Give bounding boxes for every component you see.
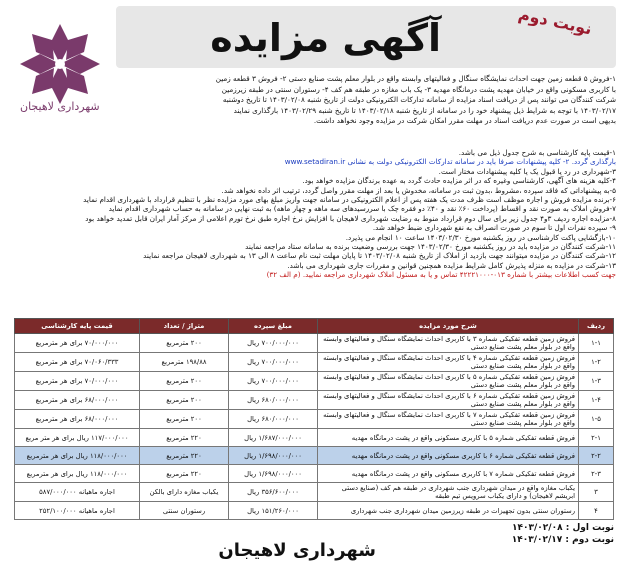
notice-dates: [512, 522, 614, 546]
cell-base-price: ۶۸/۰۰۰/۰۰۰ برای هر مترمربع: [15, 391, 140, 410]
cell-description: فروش قطعه تفکیکی شماره ۵ با کاربری مسکونی واقع در پشت درمانگاه مهدیه: [318, 429, 579, 447]
cell-row-number: ۱-۳: [579, 372, 614, 391]
cell-description: فروش زمین قطعه تفکیکی شماره ۴ با کاربری احداث نمایشگاه سنگال و فعالیتهای وابسته واقع در بلوار معلم پشت صنایع دستی: [318, 353, 579, 372]
table-row: [15, 410, 614, 429]
cell-area: ۲۰۰ مترمربع: [140, 391, 229, 410]
condition-item: ۱-قیمت پایه کارشناسی به شرح جدول ذیل می باشد.: [458, 148, 616, 157]
cell-area: رستوران سنتی: [140, 502, 229, 520]
cell-area: یکباب مغازه دارای بالکن: [140, 483, 229, 502]
table-row: [15, 447, 614, 465]
cell-base-price: اجاره ماهیانه ۲۵۲/۱۰۰/۰۰۰: [15, 502, 140, 520]
cell-base-price: ۷۰/۰۰۰/۰۰۰ برای هر مترمربع: [15, 372, 140, 391]
cell-base-price: ۷۰/۰۶۰/۳۳۳ برای هر مترمربع: [15, 353, 140, 372]
cell-row-number: ۲-۳: [579, 465, 614, 483]
intro-line: ۱۴۰۳/۰۲/۱۷ با توجه به شرایط ذیل پیشنهاد خود را در سامانه از تاریخ شنبه ۱۴۰۳/۰۲/۱۸ تا تاریخ شنبه ۱۴۰۳/۰۲/۲۹ بارگذاری نمایند: [233, 105, 616, 115]
cell-deposit: ۱/۶۹۸/۰۰۰/۰۰۰ ریال: [229, 447, 318, 465]
col-header-base-price: قیمت پایه کارشناسی: [15, 319, 140, 334]
condition-item: جهت کسب اطلاعات بیشتر با شماره ۰۱۳-۴۲۲۲۱۰۰۰ تماس و یا به مسئول املاک شهرداری مراجعه نمایید. (م الف ۳۲): [266, 270, 616, 280]
intro-line: بدیهی است در صورت عدم دریافت اسناد در مهلت مقرر امکان شرکت در مزایده وجود نخواهد داشت.: [313, 116, 616, 126]
cell-deposit: ۷۰۰/۰۰۰/۰۰۰ ریال: [229, 353, 318, 372]
first-round-date: نوبت اول : ۱۴۰۳/۰۲/۰۸: [512, 523, 614, 533]
condition-item[interactable]: بارگذاری گردد. ۲- کلیه پیشنهادات صرفا باید در سامانه تدارکات الکترونیکی دولت به نشانی www.setadiran.ir: [284, 157, 616, 167]
cell-deposit: ۷۰۰/۰۰۰/۰۰۰ ریال: [229, 372, 318, 391]
signature: شهرداری لاهیجان: [218, 540, 376, 561]
col-header-description: شرح مورد مزایده: [318, 319, 579, 334]
table-row: [15, 429, 614, 447]
table-row: [15, 334, 614, 353]
cell-deposit: ۱/۶۸۷/۰۰۰/۰۰۰ ریال: [229, 429, 318, 447]
cell-description: فروش قطعه تفکیکی شماره ۶ با کاربری مسکونی واقع در پشت درمانگاه مهدیه: [318, 447, 579, 465]
cell-area: ۱۹۸/۸۸ مترمربع: [140, 353, 229, 372]
condition-item: ۱۲-شرکت کنندگان در مزایده میتوانند جهت بازدید از املاک از تاریخ شنبه ۱۴۰۳/۰۲/۰۸ تا پایان مهلت ثبت نام ساعت ۸ الی ۱۳ به شهرداری لاهیجان مراجعه نمایند: [143, 251, 616, 261]
cell-description: فروش زمین قطعه تفکیکی شماره ۳ با کاربری احداث نمایشگاه سنگال و فعالیتهای وابسته واقع در بلوار معلم پشت صنایع دستی: [318, 334, 579, 353]
condition-item: ۴-کلیه هزینه های آگهی، کارشناسی وغیره که در اثر مزایده حادث گردد به عهده برندگان مزایده خواهد بود.: [302, 176, 616, 186]
intro-line: ۱-فروش ۵ قطعه زمین جهت احداث نمایشگاه سنگال و فعالیتهای وابسته واقع در بلوار معلم پشت صنایع دستی ۲- فروش ۳ قطعه زمین: [215, 74, 616, 83]
cell-row-number: ۴: [579, 502, 614, 520]
second-round-date: نوبت دوم : ۱۴۰۳/۰۲/۱۷: [511, 535, 614, 545]
cell-area: ۲۰۰ مترمربع: [140, 334, 229, 353]
cell-base-price: اجاره ماهیانه ۵۸۷/۰۰۰/۰۰۰: [15, 483, 140, 502]
cell-description: یکباب مغازه واقع در میدان شهرداری جنب شهرداری در طبقه هم کف (صنایع دستی ابریشم لاهیجان) و دارای یکباب سرویس تیم طبقه: [318, 483, 579, 502]
notice-title: آگهی مزایده: [210, 16, 441, 60]
col-header-deposit: مبلغ سپرده: [229, 319, 318, 334]
table-row: [15, 353, 614, 372]
condition-item: ۹- سپرده نفرات اول تا سوم در صورت انصراف به نفع شهرداری ضبط خواهد شد.: [372, 223, 616, 233]
table-header-row: [15, 319, 614, 334]
table-row: [15, 483, 614, 502]
table-row: [15, 502, 614, 520]
condition-item: ۵-به پیشنهاداتی که فاقد سپرده ،مشروط ،بدون ثبت در سامانه، مخدوش یا بعد از مهلت مقرر واصل گردد، ترتیب اثر داده نخواهد شد.: [221, 185, 616, 195]
cell-description: فروش زمین قطعه تفکیکی شماره ۵ با کاربری احداث نمایشگاه سنگال و فعالیتهای وابسته واقع در بلوار معلم پشت صنایع دستی: [318, 372, 579, 391]
intro-paragraph: [126, 74, 616, 127]
title-banner: [116, 6, 616, 68]
condition-item: ۷-فروش املاک به صورت نقد و اقساط (پرداخت ۶۰٪ نقد و ۴۰٪ دو فقره چک با سررسیدهای سه ماهه و چهار ماهه) به ثبت نهایی در سامانه به حساب شهرداری اقدام نماید: [108, 204, 616, 214]
logo-caption: شهرداری لاهیجان: [20, 100, 100, 113]
cell-deposit: ۶۸۰/۰۰۰/۰۰۰ ریال: [229, 410, 318, 429]
cell-description: فروش قطعه تفکیکی شماره ۷ با کاربری مسکونی واقع در پشت درمانگاه مهدیه: [318, 465, 579, 483]
cell-base-price: ۱۱۸/۰۰۰/۰۰۰ ریال برای هر مترمربع: [15, 447, 140, 465]
table-row: [15, 465, 614, 483]
cell-area: ۲۲۰ مترمربع: [140, 465, 229, 483]
auction-table: [14, 318, 614, 520]
cell-row-number: ۲-۲: [579, 447, 614, 465]
cell-base-price: ۱۱۷/۰۰۰/۰۰۰ ریال برای هر متر مربع: [15, 429, 140, 447]
condition-item: ۱۳-شرکت در مزایده به منزله پذیرش کامل شرایط مزایده همچنین قوانین و مقررات جاری شهرداری می باشد.: [287, 260, 616, 270]
cell-deposit: ۳۵۶/۶۰۰/۰۰۰ ریال: [229, 483, 318, 502]
cell-deposit: ۱۵۱/۲۶۰/۰۰۰ ریال: [229, 502, 318, 520]
conditions-list: [16, 148, 616, 280]
cell-area: ۲۰۰ مترمربع: [140, 410, 229, 429]
round-label: نوبت دوم: [516, 4, 594, 39]
cell-description: فروش زمین قطعه تفکیکی شماره ۷ با کاربری احداث نمایشگاه سنگال و فعالیتهای وابسته واقع در بلوار معلم پشت صنایع دستی: [318, 410, 579, 429]
table-row: [15, 372, 614, 391]
cell-row-number: ۱-۴: [579, 391, 614, 410]
cell-description: رستوران سنتی بدون تجهیزات در طبقه زیرزمین میدان شهرداری جنب شهرداری: [318, 502, 579, 520]
cell-base-price: ۱۱۸/۰۰۰/۰۰۰ ریال برای هر مترمربع: [15, 465, 140, 483]
cell-deposit: ۶۸۰/۰۰۰/۰۰۰ ریال: [229, 391, 318, 410]
col-header-row-number: ردیف: [579, 319, 614, 334]
cell-row-number: ۱-۱: [579, 334, 614, 353]
cell-area: ۲۰۰ مترمربع: [140, 372, 229, 391]
cell-base-price: ۷۰/۰۰۰/۰۰۰ برای هر مترمربع: [15, 334, 140, 353]
intro-line: شرکت کنندگان می توانند پس از دریافت اسناد مزایده از سامانه تدارکات الکترونیکی دولت از تاریخ شنبه ۱۴۰۳/۰۲/۰۸ تا تاریخ دوشنبه: [222, 95, 616, 105]
cell-deposit: ۱/۶۹۸/۰۰۰/۰۰۰ ریال: [229, 465, 318, 483]
condition-item: ۱۰-بازگشایی پاکت کارشناسی در روز یکشنبه مورخ ۱۴۰۳/۰۲/۳۰ ساعت ۱۰ انجام می پذیرد.: [345, 232, 616, 242]
cell-description: فروش زمین قطعه تفکیکی شماره ۶ با کاربری احداث نمایشگاه سنگال و فعالیتهای وابسته واقع در بلوار معلم پشت صنایع دستی: [318, 391, 579, 410]
condition-item: ۶-برنده مزایده فروش و اجاره موظف است ظرف مدت یک هفته پس از اعلام الکترونیکی در سامانه جهت واریز مبلغ بهای مورد مزایده نظر با تنظیم قرارداد با شهرداری اقدام نماید: [83, 195, 616, 205]
cell-area: ۲۲۰ مترمربع: [140, 447, 229, 465]
cell-row-number: ۳: [579, 483, 614, 502]
cell-row-number: ۲-۱: [579, 429, 614, 447]
cell-row-number: ۱-۲: [579, 353, 614, 372]
cell-area: ۲۲۰ مترمربع: [140, 429, 229, 447]
cell-base-price: ۶۸/۰۰۰/۰۰۰ برای هر مترمربع: [15, 410, 140, 429]
col-header-area: متراژ / تعداد: [140, 319, 229, 334]
cell-deposit: ۷۰۰/۰۰۰/۰۰۰ ریال: [229, 334, 318, 353]
condition-item: ۱۱-شرکت کنندگان در مزایده باید در روز یکشنبه مورخ ۱۴۰۳/۰۲/۳۰ جهت بررسی وضعیت برنده به سامانه ستاد مراجعه نمایند: [245, 242, 616, 252]
cell-row-number: ۱-۵: [579, 410, 614, 429]
intro-line: با کاربری مسکونی واقع در خیابان مهدیه پشت درمانگاه مهدیه ۳- یک باب مغازه در طبقه هم کف ۴- رستوران سنتی در طبقه زیرزمین: [221, 84, 616, 94]
condition-item: ۳-شهرداری در رد یا قبول یک یا کلیه پیشنهادات مختار است.: [438, 166, 616, 176]
table-row: [15, 391, 614, 410]
condition-item: ۸-مزایده اجاره ردیف ۳و۴ جدول زیر برای سال دوم قرارداد منوط به رضایت شهرداری لاهیجان با افزایش نرخ اجاره طبق نرخ تورم اعلامی از مرکز آمار ایران قابل تمدید خواهد بود: [85, 213, 616, 223]
